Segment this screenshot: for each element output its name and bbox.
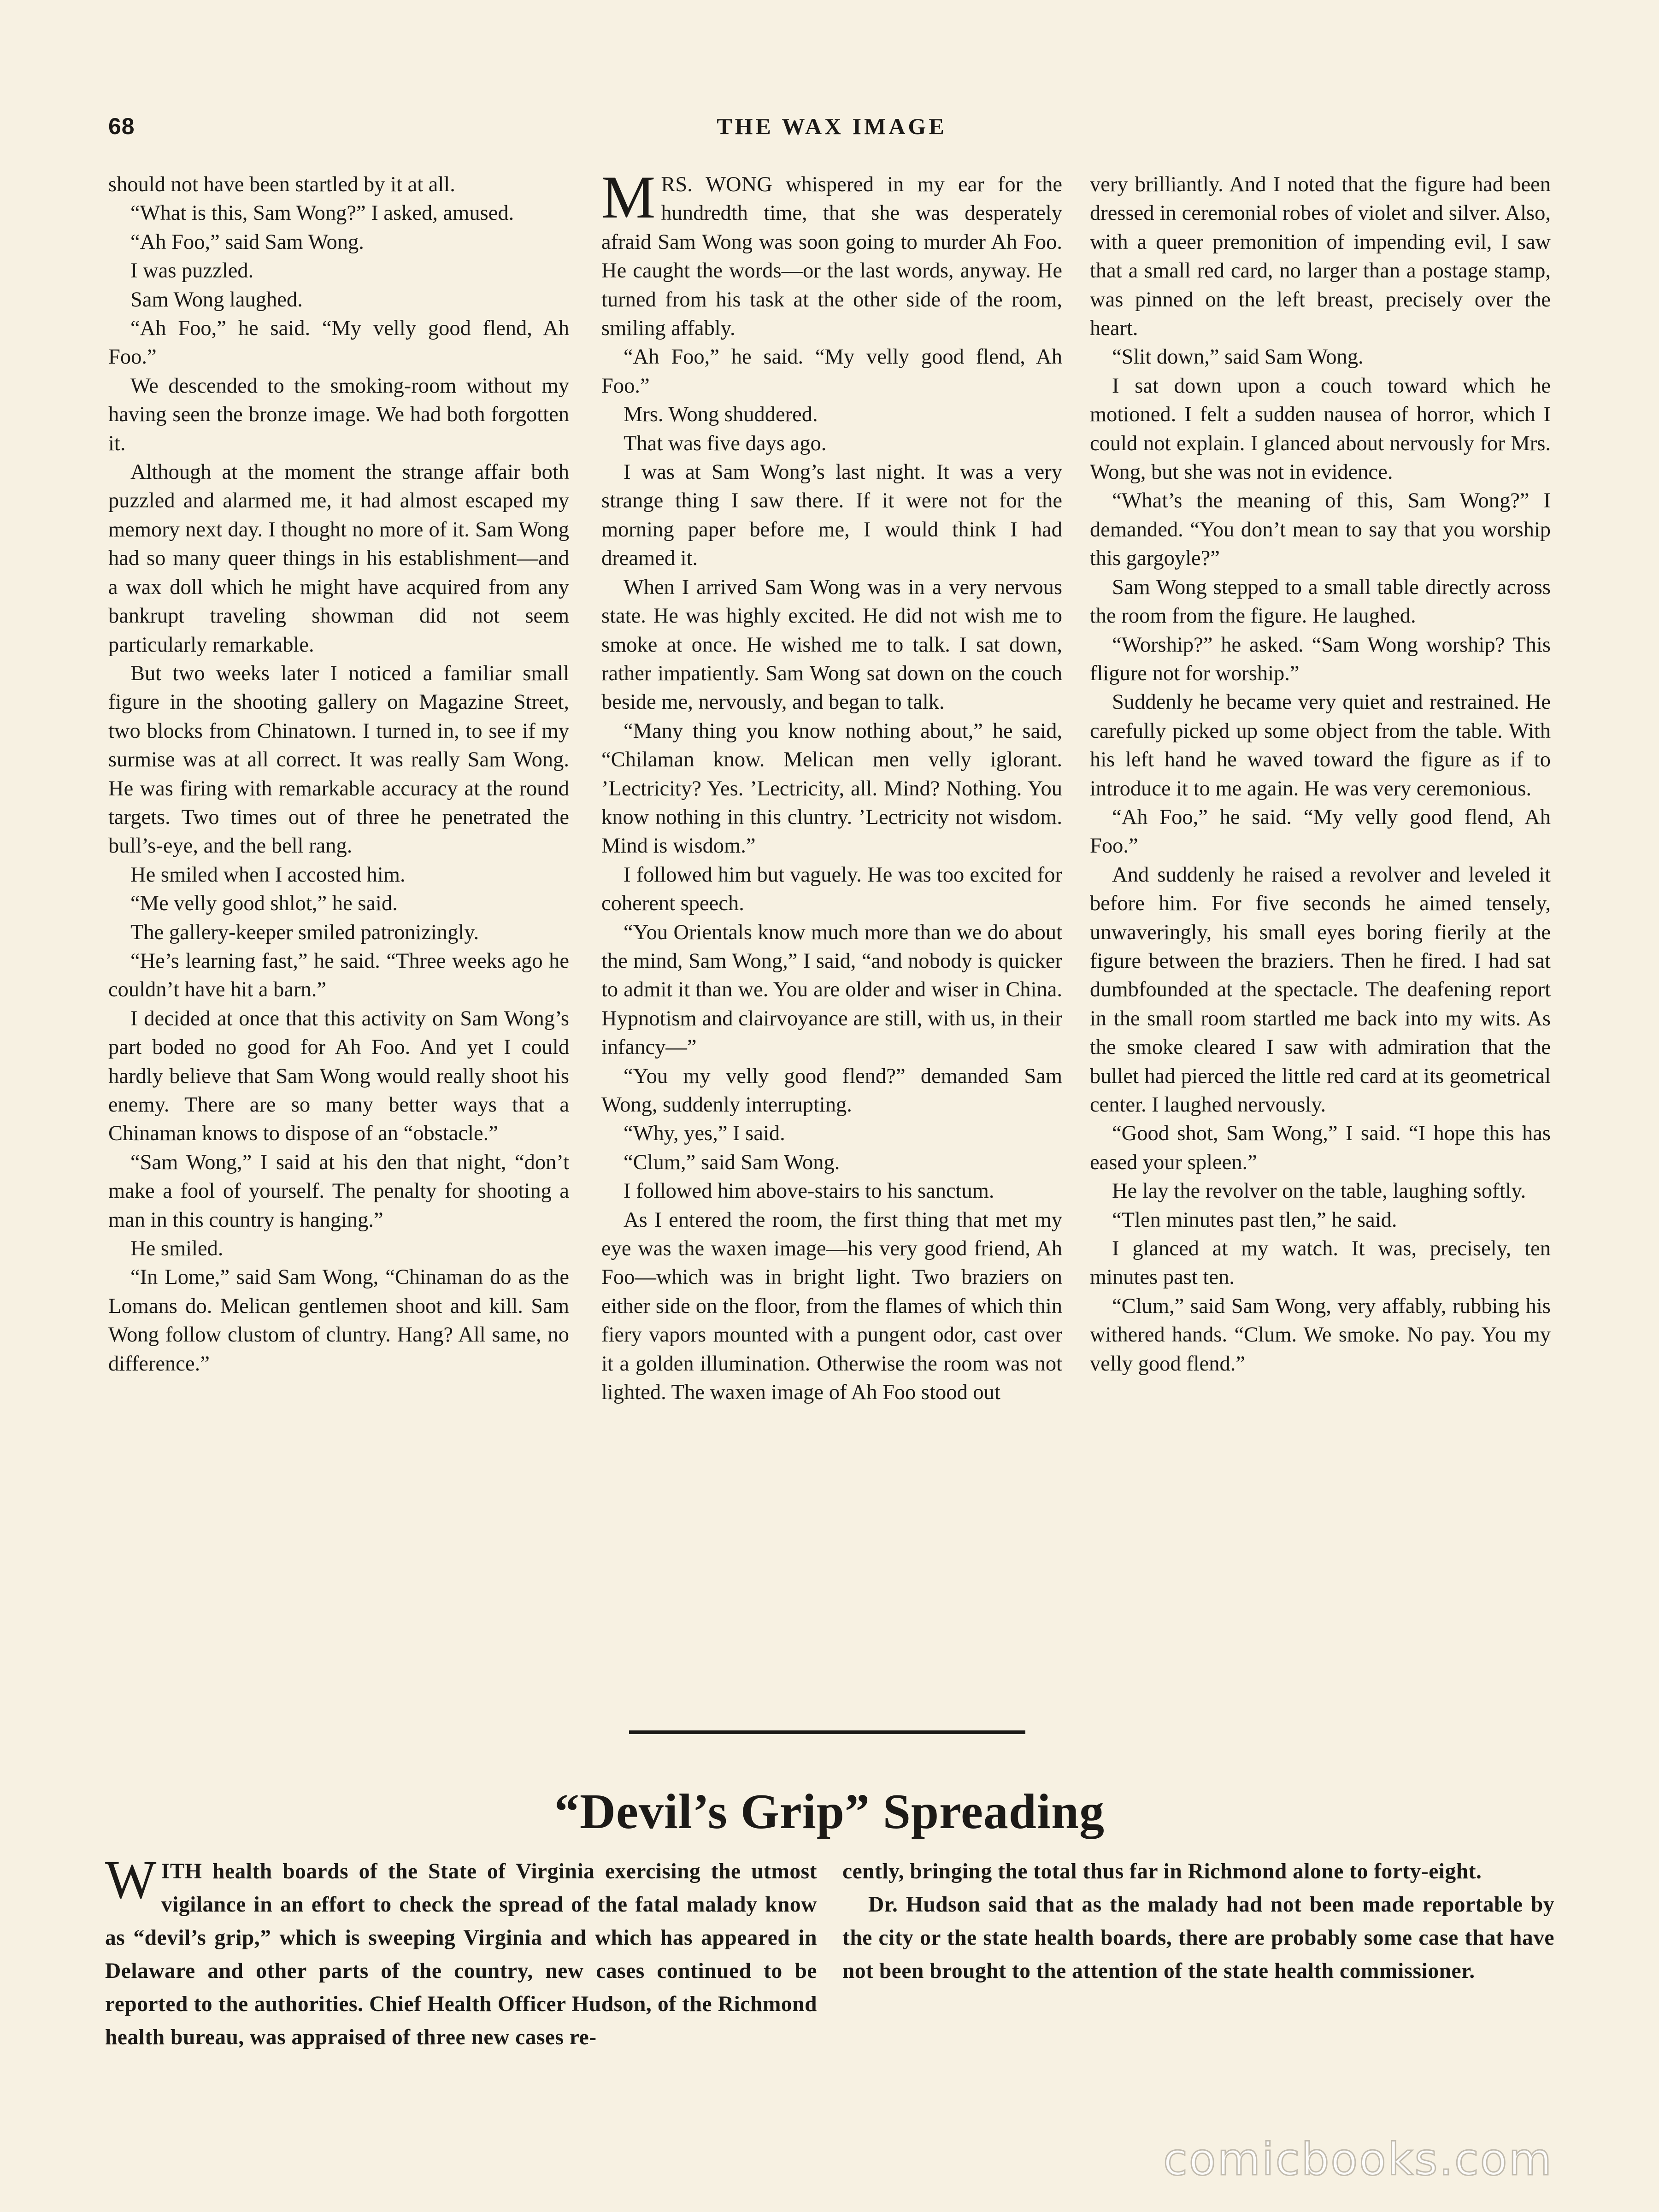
- paragraph-text: RS. WONG whispered in my ear for the hundredth time, that she was desperately afraid Sam Wong was soon going to murder Ah Foo. He caught the words—or the last words, anyway. He turned from his task at the other side of the room, smiling affably.: [601, 173, 1062, 341]
- drop-cap: M: [601, 171, 656, 231]
- paragraph: should not have been startled by it at all.: [108, 173, 455, 196]
- paragraph: “Many thing you know nothing about,” he said, “Chilaman know. Melican men velly iglorant. ’Lectricity? Yes. ’Lectricity, all. Mind? Nothing. You know nothing in this cluntry. ’Lectricity not wisdom. Mind is wisdom.”: [601, 719, 1062, 858]
- drop-cap: W: [105, 1855, 157, 1910]
- article-title: “Devil’s Grip” Spreading: [554, 1784, 1105, 1839]
- paragraph: I followed him above-stairs to his sanctum.: [624, 1179, 994, 1203]
- paragraph: Dr. Hudson said that as the malady had not been made reportable by the city or the state health boards, there are probably some case that have not been brought to the attention of the state health commissioner.: [842, 1893, 1554, 1983]
- paragraph: Mrs. Wong shuddered.: [624, 403, 818, 427]
- paragraph: “Sam Wong,” I said at his den that night, “don’t make a fool of yourself. The penalty for shooting a man in this country is hanging.”: [108, 1150, 569, 1232]
- paragraph: “Ah Foo,” he said. “My velly good flend, Ah Foo.”: [601, 345, 1062, 398]
- paragraph: “In Lome,” said Sam Wong, “Chinaman do as the Lomans do. Melican gentlemen shoot and kill. Sam Wong follow clustom of cluntry. Hang? All same, no difference.”: [108, 1265, 569, 1376]
- section-opening-paragraph: [601, 171, 1062, 343]
- paragraph: And suddenly he raised a revolver and leveled it before him. For five seconds he aimed tensely, unwaveringly, his small eyes boring fierily at the figure between the braziers. Then he fired. I had sat dumbfounded at the spectacle. The deafening report in the small room startled me back into my wits. As the smoke cleared I saw with admiration that the bullet had pierced the little red card at its geometrical center. I laughed nervously.: [1090, 863, 1551, 1117]
- paragraph: “Slit down,” said Sam Wong.: [1112, 345, 1364, 369]
- paragraph: “Clum,” said Sam Wong, very affably, rubbing his withered hands. “Clum. We smoke. No pay. You my velly good flend.”: [1090, 1294, 1551, 1376]
- article-column-2: [842, 1855, 1554, 2094]
- story-column-3: [1090, 171, 1551, 1710]
- paragraph: “What’s the meaning of this, Sam Wong?” I demanded. “You don’t mean to say that you worship this gargoyle?”: [1090, 489, 1551, 571]
- paragraph: cently, bringing the total thus far in Richmond alone to forty-eight.: [842, 1859, 1482, 1883]
- watermark-logo: comicbooks.com: [1163, 2134, 1553, 2185]
- paragraph: “Me velly good shlot,” he said.: [130, 892, 398, 916]
- paragraph: “He’s learning fast,” he said. “Three weeks ago he couldn’t have hit a barn.”: [108, 949, 569, 1002]
- paragraph: “You Orientals know much more than we do about the mind, Sam Wong,” I said, “and nobody is quicker to admit it than we. You are older and wiser in China. Hypnotism and clairvoyance are still, with us, in their infancy—”: [601, 920, 1062, 1059]
- paragraph: That was five days ago.: [624, 431, 827, 455]
- paragraph: He smiled when I accosted him.: [130, 863, 406, 887]
- story-body: [108, 171, 1555, 1710]
- paragraph: “Ah Foo,” he said. “My velly good flend, Ah Foo.”: [1090, 805, 1551, 858]
- paragraph: “Why, yes,” I said.: [624, 1122, 785, 1146]
- paragraph: Suddenly he became very quiet and restrained. He carefully picked up some object from the table. With his left hand he waved toward the figure as if to introduce it to me again. He was very ceremonious.: [1090, 690, 1551, 800]
- paragraph: “Good shot, Sam Wong,” I said. “I hope this has eased your spleen.”: [1090, 1122, 1551, 1174]
- section-divider-rule: [629, 1730, 1025, 1734]
- paragraph: Sam Wong laughed.: [130, 288, 303, 312]
- article-opening-paragraph: [105, 1855, 817, 2054]
- paragraph: “Clum,” said Sam Wong.: [624, 1150, 840, 1174]
- paragraph-text: ITH health boards of the State of Virginia exercising the utmost vigilance in an effort to check the spread of the fatal malady know as “devil’s grip,” which is sweeping Virginia and which has appeared in Delaware and other parts of the country, new cases continued to be reported to the authorities. Chief Health Officer Hudson, of the Richmond health bureau, was appraised of three new cases re-: [105, 1859, 817, 2049]
- article-column-1: [105, 1855, 817, 2094]
- paragraph: Although at the moment the strange affair both puzzled and alarmed me, it had almost escaped my memory next day. I thought no more of it. Sam Wong had so many queer things in his establishment—and a wax doll which he might have acquired from any bankrupt traveling showman did not seem particularly remarkable.: [108, 460, 569, 657]
- running-head: THE WAX IMAGE: [717, 113, 947, 139]
- paragraph: “You my velly good flend?” demanded Sam Wong, suddenly interrupting.: [601, 1064, 1062, 1117]
- paragraph: very brilliantly. And I noted that the figure had been dressed in ceremonial robes of violet and silver. Also, with a queer premonition of impending evil, I saw that a small red card, no larger than a postage stamp, was pinned on the left breast, precisely over the heart.: [1090, 173, 1551, 341]
- paragraph: Sam Wong stepped to a small table directly across the room from the figure. He laughed.: [1090, 575, 1551, 628]
- paragraph: “Ah Foo,” he said. “My velly good flend, Ah Foo.”: [108, 317, 569, 369]
- paragraph: He smiled.: [130, 1237, 224, 1261]
- paragraph: “What is this, Sam Wong?” I asked, amused.: [130, 201, 514, 225]
- paragraph: “Tlen minutes past tlen,” he said.: [1112, 1208, 1397, 1232]
- paragraph: “Worship?” he asked. “Sam Wong worship? This fligure not for worship.”: [1090, 633, 1551, 685]
- paragraph: I followed him but vaguely. He was too excited for coherent speech.: [601, 863, 1062, 916]
- paragraph: I was at Sam Wong’s last night. It was a very strange thing I saw there. If it were not for the morning paper before me, I would think I had dreamed it.: [601, 460, 1062, 571]
- page-number: 68: [108, 113, 135, 139]
- paragraph: He lay the revolver on the table, laughing softly.: [1112, 1179, 1526, 1203]
- page-header: [108, 113, 1555, 154]
- paragraph: I glanced at my watch. It was, precisely, ten minutes past ten.: [1090, 1237, 1551, 1289]
- paragraph: I sat down upon a couch toward which he motioned. I felt a sudden nausea of horror, which I could not explain. I glanced about nervously for Mrs. Wong, but she was not in evidence.: [1090, 374, 1551, 484]
- story-column-1: [108, 171, 569, 1710]
- paragraph: The gallery-keeper smiled patronizingly.: [130, 920, 479, 944]
- paragraph: We descended to the smoking-room without my having seen the bronze image. We had both forgotten it.: [108, 374, 569, 455]
- paragraph: I decided at once that this activity on Sam Wong’s part boded no good for Ah Foo. And yet I could hardly believe that Sam Wong would really shoot his enemy. There are so many better ways that a Chinaman knows to dispose of an “obstacle.”: [108, 1006, 569, 1146]
- paragraph: As I entered the room, the first thing that met my eye was the waxen image—his very good friend, Ah Foo—which was in bright light. Two braziers on either side on the floor, from the flames of which thin fiery vapors mounted with a pungent odor, cast over it a golden illumination. Otherwise the room was not lighted. The waxen image of Ah Foo stood out: [601, 1208, 1062, 1405]
- paragraph: “Ah Foo,” said Sam Wong.: [130, 230, 364, 254]
- article-body: [105, 1855, 1552, 2094]
- paragraph: When I arrived Sam Wong was in a very nervous state. He was highly excited. He did not wish me to smoke at once. He wished me to talk. I sat down, rather impatiently. Sam Wong sat down on the couch beside me, nervously, and began to talk.: [601, 575, 1062, 714]
- story-column-2: [601, 171, 1062, 1710]
- paragraph: I was puzzled.: [130, 259, 254, 283]
- paragraph: But two weeks later I noticed a familiar small figure in the shooting gallery on Magazine Street, two blocks from Chinatown. I turned in, to see if my surmise was at all correct. It was really Sam Wong. He was firing with remarkable accuracy at the round targets. Two times out of three he penetrated the bull’s-eye, and the bell rang.: [108, 661, 569, 858]
